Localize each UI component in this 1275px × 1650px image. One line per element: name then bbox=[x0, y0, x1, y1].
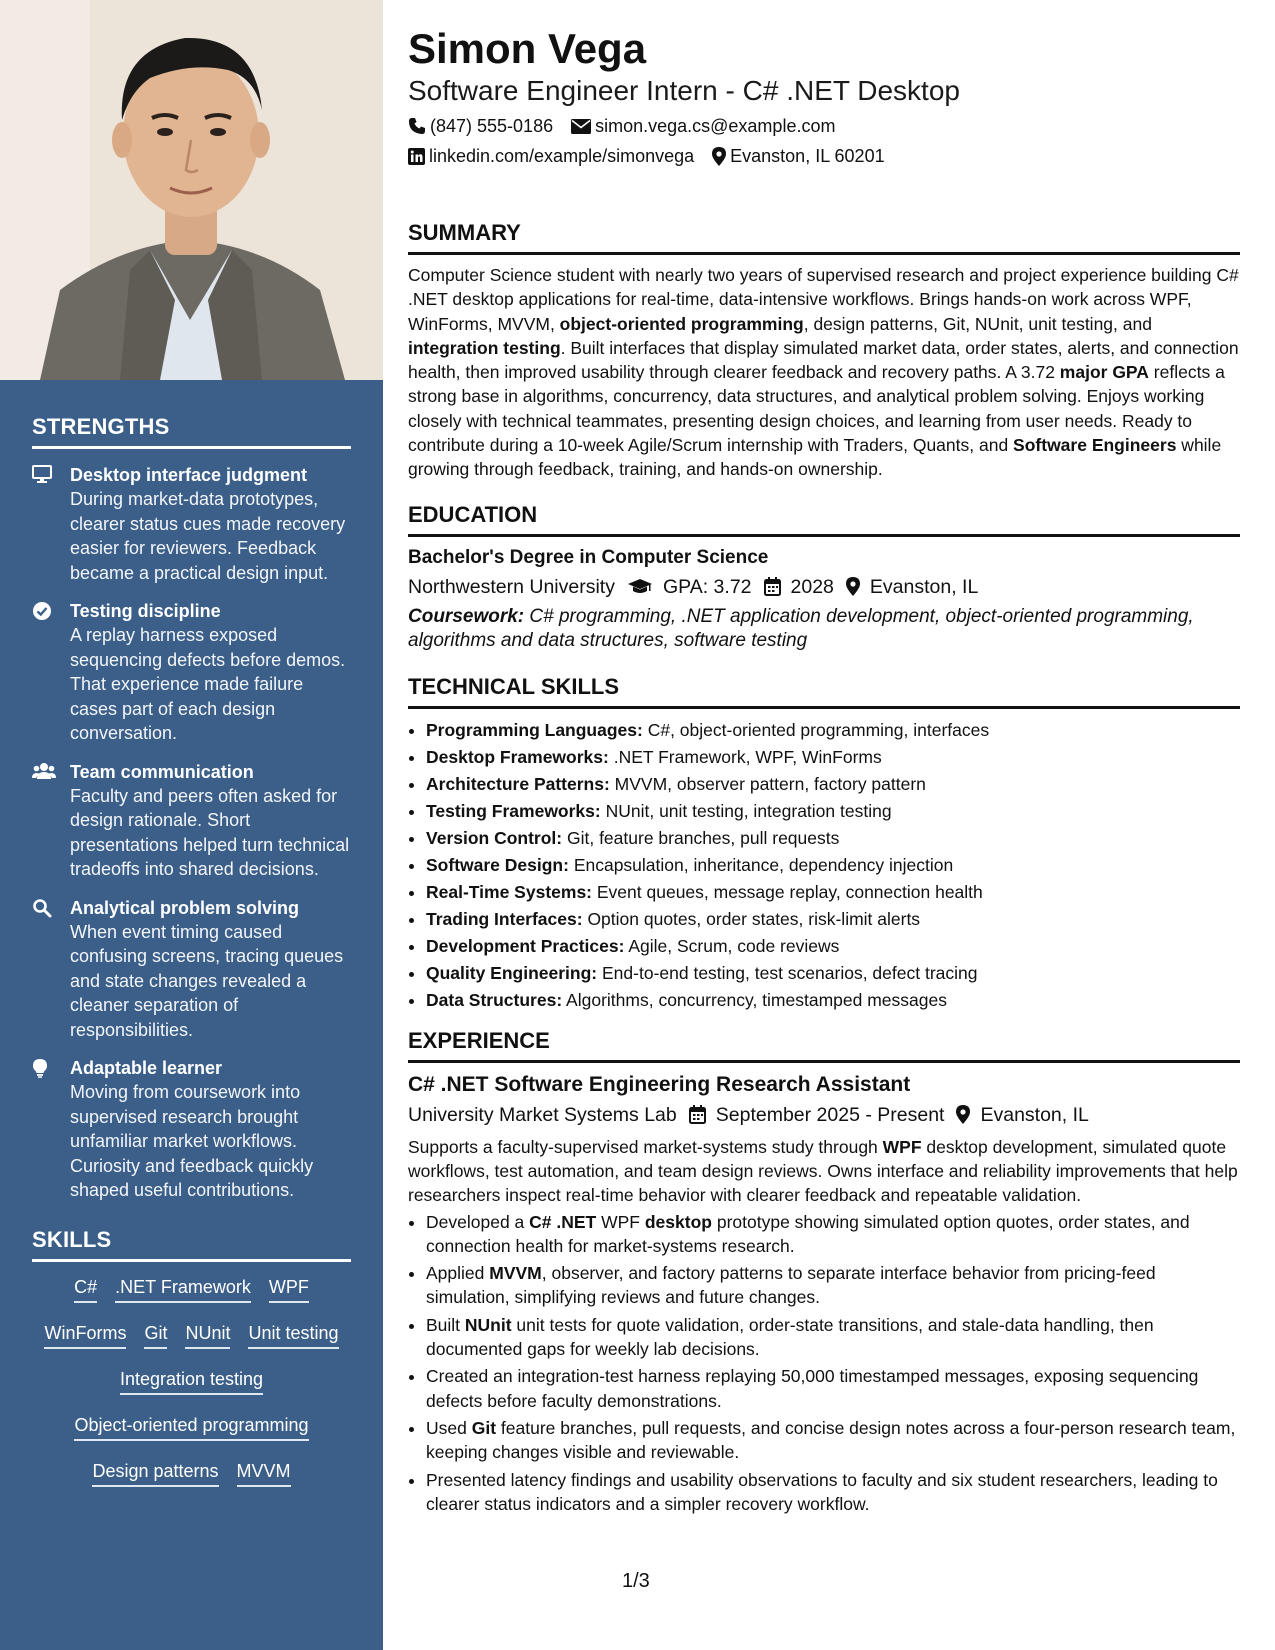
summary-heading: SUMMARY bbox=[408, 220, 1240, 255]
skill-chip: WinForms bbox=[44, 1322, 126, 1349]
strength-text: When event timing caused confusing screens, tracing queues and state changes revealed a cleaner separation of responsibilities. bbox=[70, 921, 344, 1040]
location-contact bbox=[712, 144, 884, 168]
strength-item bbox=[32, 599, 351, 746]
experience-bullets bbox=[408, 1210, 1240, 1517]
technical-skills-section bbox=[408, 674, 1240, 1014]
contact-row bbox=[408, 114, 1240, 138]
linkedin-url: linkedin.com/example/simonvega bbox=[429, 146, 695, 166]
strengths-heading: STRENGTHS bbox=[32, 414, 351, 449]
skill-chip: MVVM bbox=[237, 1460, 291, 1487]
calendar-icon bbox=[689, 1105, 706, 1124]
strength-title: Team communication bbox=[70, 761, 254, 782]
phone-contact[interactable] bbox=[408, 114, 553, 138]
experience-section bbox=[408, 1028, 1240, 1516]
strength-title: Analytical problem solving bbox=[70, 897, 300, 918]
search-icon bbox=[32, 896, 70, 1043]
skill-row bbox=[32, 1322, 351, 1349]
graduation-cap-icon bbox=[627, 578, 653, 596]
job-intro: Supports a faculty-supervised market-systems study through WPF desktop development, simulated quote workflows, test automation, and team design reviews. Owns interface and reliability improvements that help researchers inspect real-time behavior with clearer feedback and repeatable validation. bbox=[408, 1136, 1238, 1206]
list-item: • Created an integration-test harness replaying 50,000 timestamped messages, exposing sequencing defects before faculty demonstrations. bbox=[426, 1364, 1240, 1413]
skill-row bbox=[32, 1368, 351, 1395]
skills-heading: SKILLS bbox=[32, 1227, 351, 1262]
job-meta bbox=[408, 1101, 1240, 1129]
list-item: • Quality Engineering: End-to-end testing, test scenarios, defect tracing bbox=[426, 960, 1240, 987]
list-item: • Real-Time Systems: Event queues, message replay, connection health bbox=[426, 879, 1240, 906]
profile-photo bbox=[0, 0, 383, 380]
list-item: • Trading Interfaces: Option quotes, order states, risk-limit alerts bbox=[426, 906, 1240, 933]
phone-number: (847) 555-0186 bbox=[430, 116, 554, 136]
education-section bbox=[408, 502, 1240, 654]
skill-chip: Object-oriented programming bbox=[74, 1414, 308, 1441]
skills-chips bbox=[32, 1276, 351, 1487]
sidebar bbox=[0, 0, 383, 1650]
skill-chip: Design patterns bbox=[92, 1460, 218, 1487]
list-item: • Applied MVVM, observer, and factory patterns to separate interface behavior from pricing-feed simulation, simplifying reviews and future changes. bbox=[426, 1261, 1240, 1310]
list-item: • Testing Frameworks: NUnit, unit testing, integration testing bbox=[426, 798, 1240, 825]
location-text: Evanston, IL 60201 bbox=[730, 146, 885, 166]
education-location: Evanston, IL bbox=[846, 573, 978, 601]
strength-text: A replay harness exposed sequencing defects before demos. That experience made failure cases part of each design conversation. bbox=[70, 625, 346, 743]
list-item: • Presented latency findings and usability observations to faculty and six student researchers, leading to clearer status indicators and a simpler recovery workflow. bbox=[426, 1468, 1240, 1517]
strength-title: Desktop interface judgment bbox=[70, 465, 308, 485]
users-icon bbox=[32, 760, 70, 882]
portrait-illustration bbox=[0, 0, 383, 380]
contact-row bbox=[408, 144, 1240, 168]
linkedin-icon bbox=[408, 148, 425, 165]
skill-chip: .NET Framework bbox=[115, 1276, 251, 1303]
monitor-icon bbox=[32, 463, 70, 585]
skill-row bbox=[32, 1276, 351, 1303]
email-address: simon.vega.cs@example.com bbox=[595, 116, 836, 136]
skill-row bbox=[32, 1460, 351, 1487]
technical-skills-list bbox=[408, 717, 1240, 1014]
list-item: • Programming Languages: C#, object-oriented programming, interfaces bbox=[426, 717, 1240, 744]
summary-section bbox=[408, 220, 1240, 482]
linkedin-contact[interactable] bbox=[408, 144, 694, 168]
list-item: • Architecture Patterns: MVVM, observer pattern, factory pattern bbox=[426, 771, 1240, 798]
candidate-name: Simon Vega bbox=[408, 25, 647, 72]
map-pin-icon bbox=[712, 147, 726, 166]
organization: University Market Systems Lab bbox=[408, 1103, 677, 1126]
degree-title: Bachelor's Degree in Computer Science bbox=[408, 546, 769, 568]
phone-icon bbox=[408, 117, 426, 135]
skill-chip: Git bbox=[144, 1322, 167, 1349]
coursework: Coursework: C# programming, .NET application development, object-oriented programming, algorithms and data structures, software testing bbox=[408, 605, 1194, 652]
page-number: 1/3 bbox=[622, 1570, 650, 1592]
strength-title: Adaptable learner bbox=[70, 1058, 223, 1078]
calendar-icon bbox=[764, 577, 781, 596]
lightbulb-icon bbox=[32, 1056, 70, 1203]
skill-chip: C# bbox=[74, 1276, 97, 1303]
skill-chip: Unit testing bbox=[248, 1322, 338, 1349]
map-pin-icon bbox=[846, 577, 860, 596]
skill-chip: Integration testing bbox=[120, 1368, 263, 1395]
skill-chip: WPF bbox=[269, 1276, 309, 1303]
education-meta bbox=[408, 573, 1240, 601]
graduation-year: 2028 bbox=[764, 573, 834, 601]
school-name: Northwestern University bbox=[408, 575, 615, 598]
strength-item bbox=[32, 896, 351, 1043]
main-content bbox=[408, 0, 1240, 1519]
strength-text: Moving from coursework into supervised research brought unfamiliar market workflows. Curiosity and feedback quickly shaped useful contributions. bbox=[70, 1082, 314, 1200]
job-dates: September 2025 - Present bbox=[689, 1101, 945, 1129]
candidate-role: Software Engineer Intern - C# .NET Desktop bbox=[408, 75, 960, 106]
list-item: • Desktop Frameworks: .NET Framework, WPF, WinForms bbox=[426, 744, 1240, 771]
job-location: Evanston, IL bbox=[956, 1101, 1088, 1129]
job-title: C# .NET Software Engineering Research Assistant bbox=[408, 1072, 911, 1096]
list-item: • Software Design: Encapsulation, inheritance, dependency injection bbox=[426, 852, 1240, 879]
education-heading: EDUCATION bbox=[408, 502, 1240, 537]
list-item: • Used Git feature branches, pull requests, and concise design notes across a four-person research team, keeping changes visible and reviewable. bbox=[426, 1416, 1240, 1465]
experience-heading: EXPERIENCE bbox=[408, 1028, 1240, 1063]
strength-item bbox=[32, 1056, 351, 1203]
check-circle-icon bbox=[32, 599, 70, 746]
list-item: • Developed a C# .NET WPF desktop prototype showing simulated option quotes, order states, and connection health for market-systems research. bbox=[426, 1210, 1240, 1259]
strength-item bbox=[32, 463, 351, 585]
strength-text: Faculty and peers often asked for design rationale. Short presentations helped turn technical tradeoffs into shared decisions. bbox=[70, 785, 350, 879]
list-item: • Development Practices: Agile, Scrum, code reviews bbox=[426, 933, 1240, 960]
technical-skills-heading: TECHNICAL SKILLS bbox=[408, 674, 1240, 709]
skill-chip: NUnit bbox=[185, 1322, 230, 1349]
skill-row bbox=[32, 1414, 351, 1441]
list-item: • Built NUnit unit tests for quote validation, order-state transitions, and stale-data handling, then documented gaps for weekly lab decisions. bbox=[426, 1313, 1240, 1362]
strength-item bbox=[32, 760, 351, 882]
map-pin-icon bbox=[956, 1105, 970, 1124]
summary-text: Computer Science student with nearly two years of supervised research and project experience building C# .NET desktop applications for real-time, data-intensive workflows. Brings hands-on work across WPF, WinForms, MVVM, object-oriented programming, design patterns, Git, NUnit, unit testing, and integration testing. Built interfaces that display simulated market data, order states, alerts, and connection health, then improved usability through clearer feedback and recovery paths. A 3.72 major GPA reflects a strong base in algorithms, concurrency, data structures, and analytical problem solving. Enjoys working closely with technical teammates, presenting design choices, and learning from user needs. Ready to contribute during a 10-week Agile/Scrum internship with Traders, Quants, and Software Engineers while growing through feedback, training, and hands-on ownership. bbox=[408, 265, 1239, 480]
envelope-icon bbox=[571, 119, 591, 134]
strength-text: During market-data prototypes, clearer status cues made recovery easier for reviewers. Feedback became a practical design input. bbox=[70, 489, 346, 583]
strength-title: Testing discipline bbox=[70, 601, 221, 621]
list-item: • Data Structures: Algorithms, concurrency, timestamped messages bbox=[426, 987, 1240, 1014]
list-item: • Version Control: Git, feature branches, pull requests bbox=[426, 825, 1240, 852]
email-contact[interactable] bbox=[571, 114, 835, 138]
gpa: GPA: 3.72 bbox=[627, 573, 752, 601]
